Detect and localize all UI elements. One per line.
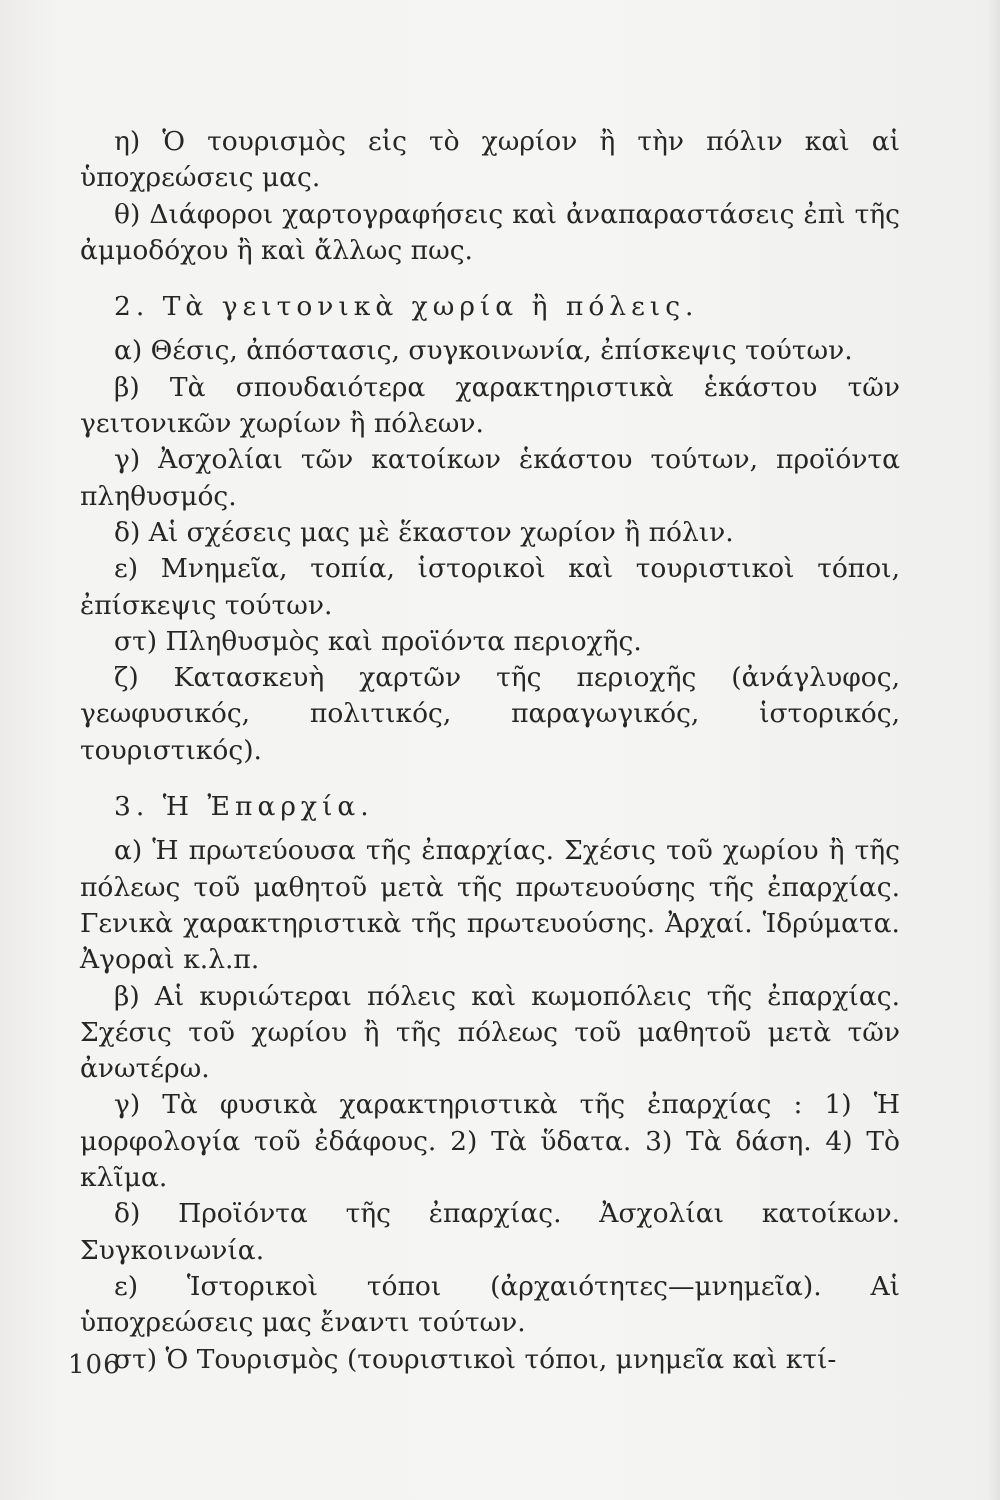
item-beta: β) Τὰ σπουδαιότερα χαρακτηριστικὰ ἑκάστου τῶν γειτονικῶν χωρίων ἢ πόλεων.: [80, 371, 900, 440]
item-eta: η) Ὁ τουρισμὸς εἰς τὸ χωρίον ἢ τὴν πόλιν καὶ αἱ ὑποχρεώσεις μας.: [80, 126, 900, 194]
spacer: [80, 825, 900, 833]
item-zeta: ζ) Κατασκευὴ χαρτῶν τῆς περιοχῆς (ἀνάγλυφος, γεωφυσικός, πολιτικός, παραγωγικός, ἱστορικός, τουριστικός).: [80, 662, 900, 766]
spacer: [80, 325, 900, 333]
spacer: [80, 269, 900, 289]
spacer: [80, 769, 900, 789]
item-gamma: γ) Τὰ φυσικὰ χαρακτηριστικὰ τῆς ἐπαρχίας : 1) Ἡ μορφολογία τοῦ ἐδάφους. 2) Τὰ ὕδατα. 3) Τὰ δάση. 4) Τὸ κλῖμα.: [80, 1089, 900, 1194]
item-gamma: γ) Ἀσχολίαι τῶν κατοίκων ἑκάστου τούτων, προϊόντα πληθυσμός.: [80, 444, 900, 512]
item-alpha: α) Ἡ πρωτεύουσα τῆς ἐπαρχίας. Σχέσις τοῦ χωρίου ἢ τῆς πόλεως τοῦ μαθητοῦ μετὰ τῆς πρωτευούσης τῆς ἐπαρχίας. Γενικὰ χαρακτηριστικὰ τῆς πρωτευούσης. Ἀρχαί. Ἱδρύματα. Ἀγοραὶ κ.λ.π.: [80, 835, 900, 976]
item-delta: δ) Αἱ σχέσεις μας μὲ ἕκαστον χωρίον ἢ πόλιν.: [114, 516, 734, 548]
page-number: 106: [68, 1350, 121, 1380]
item-stigma: στ) Ὁ Τουρισμὸς (τουριστικοὶ τόποι, μνημεῖα καὶ κτί-: [114, 1343, 837, 1375]
item-delta: δ) Προϊόντα τῆς ἐπαρχίας. Ἀσχολίαι κατοίκων. Συγκοινωνία.: [80, 1198, 900, 1266]
item-stigma: στ) Πληθυσμὸς καὶ προϊόντα περιοχῆς.: [114, 625, 642, 657]
section-heading-2: 2. Τὰ γειτονικὰ χωρία ἢ πόλεις.: [114, 291, 699, 323]
item-alpha: α) Θέσις, ἀπόστασις, συγκοινωνία, ἐπίσκεψις τούτων.: [114, 335, 853, 367]
item-theta: θ) Διάφοροι χαρτογραφήσεις καὶ ἀναπαραστάσεις ἐπὶ τῆς ἀμμοδόχου ἢ καὶ ἄλλως πως.: [80, 198, 900, 266]
item-beta: β) Αἱ κυριώτεραι πόλεις καὶ κωμοπόλεις τῆς ἐπαρχίας. Σχέσις τοῦ χωρίου ἢ τῆς πόλεως τοῦ μαθητοῦ μετὰ τῶν ἀνωτέρω.: [80, 980, 900, 1085]
item-epsilon: ε) Μνημεῖα, τοπία, ἱστορικοὶ καὶ τουριστικοὶ τόποι, ἐπίσκεψις τούτων.: [80, 553, 900, 621]
page-edge-shadow: [986, 0, 1000, 1500]
page-body: [80, 124, 900, 1378]
section-heading-3: 3. Ἡ Ἐπαρχία.: [114, 791, 374, 823]
item-epsilon: ε) Ἱστορικοὶ τόποι (ἀρχαιότητες—μνημεῖα). Αἱ ὑποχρεώσεις μας ἔναντι τούτων.: [80, 1270, 900, 1339]
